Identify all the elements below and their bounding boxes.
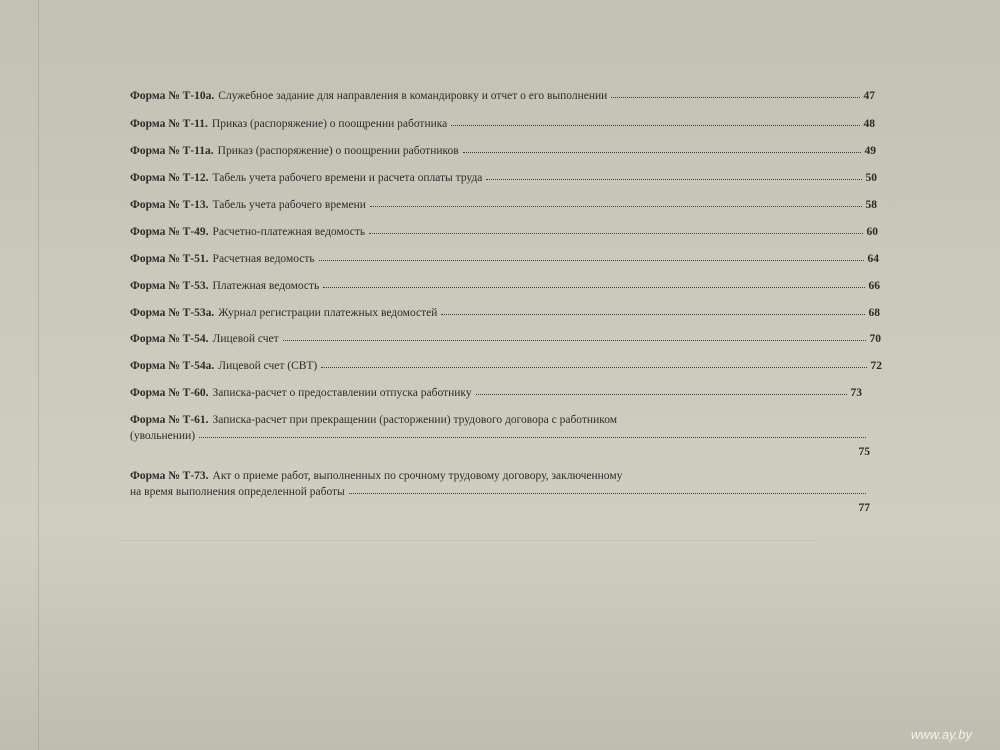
form-number: Форма № Т-49. [130,226,209,238]
form-number: Форма № Т-61. [130,414,209,426]
dot-leader [323,287,864,288]
toc-entry [130,114,875,130]
watermark-text: www.ay.by [910,727,972,742]
dot-leader [370,206,862,207]
bleed-through-text [770,295,850,525]
toc-entry [130,276,880,292]
page-number: 64 [867,253,879,265]
toc-entry [130,249,879,265]
dot-leader [486,179,861,180]
toc-entry [130,410,870,458]
page-number: 58 [865,199,877,211]
toc-entry [130,303,880,319]
page-number: 48 [863,118,875,130]
entry-title-continued: (увольнении) [130,430,196,442]
form-number: Форма № Т-53. [130,280,209,292]
entry-title: Табель учета рабочего времени и расчета оплаты труда [212,172,483,184]
dot-leader [319,260,864,261]
toc-entry [130,195,877,211]
form-number: Форма № Т-10а. [130,90,215,102]
form-number: Форма № Т-73. [130,470,209,482]
toc-entry [130,86,875,102]
toc-entry [130,141,876,157]
form-number: Форма № Т-54а. [130,360,215,372]
form-number: Форма № Т-60. [130,387,209,399]
form-number: Форма № Т-53а. [130,307,215,319]
dot-leader [451,125,859,126]
entry-title-continued: на время выполнения определенной работы [130,486,345,498]
toc-entry [130,168,877,184]
entry-title: Расчетно-платежная ведомость [212,226,366,238]
toc-entry [130,466,870,514]
entry-title: Записка-расчет о предоставлении отпуска работнику [212,387,472,399]
form-number: Форма № Т-11. [130,118,208,130]
entry-title: Акт о приеме работ, выполненных по срочному трудовому договору, заключенному [212,470,623,482]
page-number: 66 [868,280,880,292]
form-number: Форма № Т-11а. [130,145,214,157]
page-number: 60 [866,226,878,238]
dot-leader [463,152,861,153]
page-number: 72 [870,360,882,372]
entry-title: Приказ (распоряжение) о поощрении работников [217,145,459,157]
entry-title: Платежная ведомость [212,280,320,292]
toc-entry [130,222,878,238]
page-number: 49 [864,145,876,157]
form-number: Форма № Т-54. [130,333,209,345]
page-number: 70 [869,333,881,345]
entry-title: Расчетная ведомость [212,253,315,265]
page-number: 47 [863,90,875,102]
page-number: 50 [865,172,877,184]
page-number: 68 [868,307,880,319]
dot-leader [199,437,866,438]
entry-title: Приказ (распоряжение) о поощрении работника [211,118,448,130]
entry-title: Табель учета рабочего времени [212,199,366,211]
entry-title: Лицевой счет (СВТ) [218,360,318,372]
toc-entry [130,329,881,345]
toc-entry [130,383,862,399]
page-number: 77 [858,502,870,514]
dot-leader [369,233,862,234]
entry-title: Лицевой счет [212,333,279,345]
bleed-through-text [120,540,820,741]
entry-title: Записка-расчет при прекращении (расторжении) трудового договора с работником [212,414,618,426]
page-number: 73 [850,387,862,399]
entry-title: Журнал регистрации платежных ведомостей [218,307,438,319]
entry-title: Служебное задание для направления в командировку и отчет о его выполнении [218,90,608,102]
page-number: 75 [858,446,870,458]
dot-leader [611,97,859,98]
form-number: Форма № Т-13. [130,199,209,211]
form-number: Форма № Т-12. [130,172,209,184]
form-number: Форма № Т-51. [130,253,209,265]
